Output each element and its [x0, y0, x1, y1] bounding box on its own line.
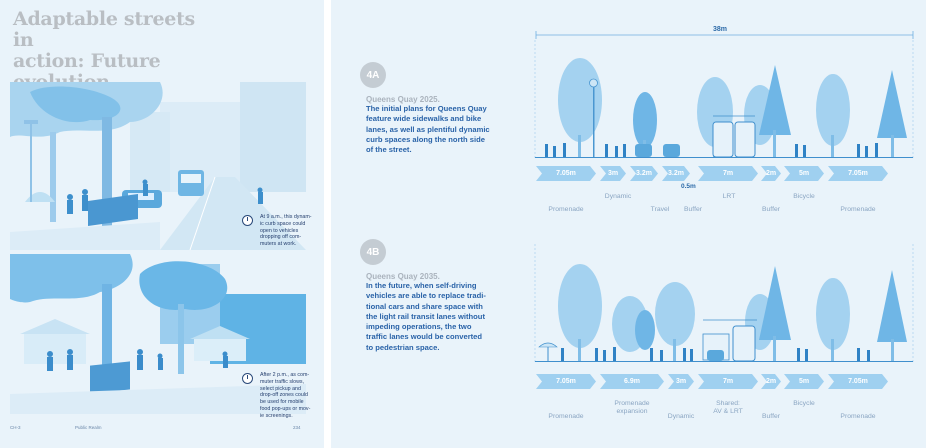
- body-line: curb spaces along the north side: [366, 134, 485, 144]
- section-a-heading: Queens Quay 2025.: [366, 95, 440, 104]
- afternoon-caption: [260, 372, 312, 420]
- caption-line: ic curb space could: [260, 220, 306, 227]
- body-line: traffic lanes would be converted: [366, 332, 483, 342]
- label-buffer-b: Buffer: [761, 413, 780, 420]
- label-dynamic-b: Dynamic: [667, 413, 695, 420]
- segment-dynamic-b: 3m: [668, 374, 694, 389]
- body-line: The initial plans for Queens Quay: [366, 104, 487, 113]
- segment-promenade-a: 7.05m: [536, 166, 596, 181]
- body-line: In the future, when self-driving: [366, 281, 477, 290]
- title-line: action: Future: [13, 50, 161, 72]
- section-b-heading: Queens Quay 2035.: [366, 272, 440, 281]
- label-lrt: LRT: [722, 193, 736, 200]
- body-line: impeding operations, the two: [366, 322, 472, 332]
- buffer-dimension: 0.5m: [681, 183, 696, 190]
- segment-promenade-a2: 7.05m: [828, 166, 888, 181]
- label-promenade-expansion: [600, 400, 664, 416]
- segment-promenade-expansion: 6.9m: [600, 374, 664, 389]
- segment-lrt-a: 7m: [698, 166, 758, 181]
- section-a-body: [366, 104, 516, 155]
- segment-travel-2: 3.2m: [662, 166, 690, 181]
- caption-line: drop-off zones could: [260, 392, 308, 399]
- footer-page-number: 234: [293, 425, 301, 430]
- title-line: Adaptable streets in: [13, 8, 195, 51]
- segment-bicycle-a: 5m: [784, 166, 824, 181]
- segment-buffer-b: 2m: [761, 374, 781, 389]
- label-line: Promenade: [614, 400, 650, 407]
- body-line: feature wide sidewalks and bike: [366, 114, 482, 124]
- label-bicycle: Bicycle: [793, 193, 815, 200]
- caption-line: food pop-ups or mov-: [260, 405, 311, 412]
- clock-icon: [242, 215, 253, 226]
- caption-line: ie screenings.: [260, 412, 293, 419]
- label-promenade-2: Promenade: [840, 206, 876, 213]
- label-dynamic: Dynamic: [604, 193, 632, 200]
- clock-icon: [242, 373, 253, 384]
- caption-line: After 2 p.m., as com-: [260, 372, 310, 378]
- label-shared-av-lrt: [698, 400, 758, 416]
- page-gutter: [324, 0, 331, 448]
- label-promenade: Promenade: [548, 206, 584, 213]
- body-line: to pedestrian space.: [366, 342, 440, 352]
- total-width-label: 38m: [700, 26, 740, 33]
- caption-line: muters at work.: [260, 241, 297, 248]
- label-line: Shared:: [716, 400, 740, 407]
- label-promenade-b: Promenade: [548, 413, 584, 420]
- section-b-streetscape: [535, 244, 915, 364]
- caption-line: be used for mobile: [260, 399, 304, 406]
- label-line: expansion: [616, 408, 648, 415]
- section-a-streetscape: [535, 40, 915, 160]
- segment-promenade-b2: 7.05m: [828, 374, 888, 389]
- afternoon-street-illustration: [10, 254, 311, 419]
- caption-line: dropping off com-: [260, 234, 302, 241]
- caption-line: open to vehicles: [260, 227, 299, 234]
- morning-street-illustration: [10, 82, 312, 250]
- footer-section: Public Realm: [75, 425, 102, 430]
- caption-line: select pickup and: [260, 385, 301, 392]
- section-badge-4a: 4A: [360, 62, 386, 88]
- section-badge-4b: 4B: [360, 239, 386, 265]
- caption-line: muter traffic slows,: [260, 378, 305, 385]
- label-buffer-2: Buffer: [761, 206, 780, 213]
- label-buffer: Buffer: [683, 206, 702, 213]
- body-line: of the street.: [366, 145, 412, 155]
- segment-promenade-b: 7.05m: [536, 374, 596, 389]
- body-line: tional cars and share space with: [366, 301, 483, 311]
- segment-buffer-a: 2m: [761, 166, 781, 181]
- segment-shared: 7m: [698, 374, 758, 389]
- body-line: the light rail transit lanes without: [366, 311, 485, 321]
- footer-chapter: CH-3: [10, 425, 21, 430]
- section-b-body: [366, 281, 516, 353]
- segment-bicycle-b: 5m: [784, 374, 824, 389]
- label-promenade-b2: Promenade: [840, 413, 876, 420]
- left-page: [0, 0, 324, 448]
- body-line: vehicles are able to replace tradi-: [366, 291, 486, 301]
- caption-line: At 9 a.m., this dynam-: [260, 214, 312, 220]
- body-line: lanes, as well as plentiful dynamic: [366, 124, 490, 134]
- segment-travel-1: 3.2m: [630, 166, 658, 181]
- label-bicycle-b: Bicycle: [793, 400, 815, 407]
- morning-caption: [260, 214, 312, 248]
- label-travel: Travel: [650, 206, 670, 213]
- label-line: AV & LRT: [713, 408, 743, 415]
- segment-dynamic-a: 3m: [600, 166, 626, 181]
